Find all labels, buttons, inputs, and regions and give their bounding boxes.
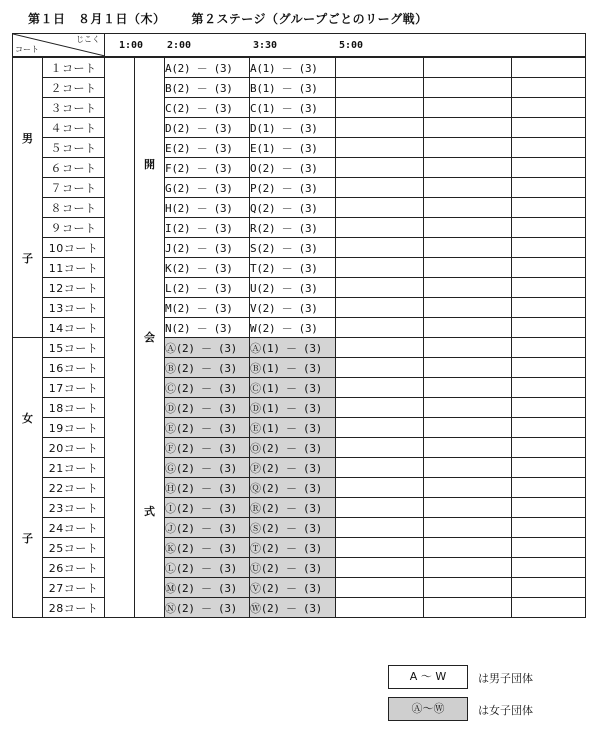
match-cell: O(2) － (3) (250, 158, 336, 178)
empty-cell (512, 318, 586, 338)
empty-cell (336, 138, 424, 158)
table-row (13, 278, 586, 298)
empty-cell (512, 118, 586, 138)
match-cell: C(1) － (3) (250, 98, 336, 118)
empty-cell (424, 478, 512, 498)
ceremony-char: 式 (144, 504, 155, 518)
empty-cell (512, 178, 586, 198)
empty-cell (424, 558, 512, 578)
blank-slot (105, 57, 135, 618)
court-label: 23コート (43, 498, 105, 518)
table-row (13, 438, 586, 458)
empty-cell (424, 178, 512, 198)
table-row (13, 258, 586, 278)
match-cell: Ⓕ(2) － (3) (165, 438, 250, 458)
time-label: 2:00 (167, 40, 192, 51)
empty-cell (424, 458, 512, 478)
match-cell: K(2) － (3) (165, 258, 250, 278)
match-cell: Ⓓ(2) － (3) (165, 398, 250, 418)
court-label: 10コート (43, 238, 105, 258)
empty-cell (424, 598, 512, 618)
empty-cell (336, 198, 424, 218)
empty-cell (336, 258, 424, 278)
empty-cell (336, 458, 424, 478)
court-label: 20コート (43, 438, 105, 458)
table-row (13, 518, 586, 538)
time-label: 3:30 (253, 40, 278, 51)
empty-cell (336, 298, 424, 318)
court-label: 21コート (43, 458, 105, 478)
court-label: 27コート (43, 578, 105, 598)
empty-cell (424, 518, 512, 538)
court-label: 28コート (43, 598, 105, 618)
group-char: 男 (22, 131, 33, 145)
empty-cell (424, 278, 512, 298)
schedule-table (12, 33, 586, 618)
empty-cell (336, 478, 424, 498)
legend-girls-text: は女子団体 (478, 704, 533, 717)
table-row (13, 418, 586, 438)
empty-cell (336, 178, 424, 198)
match-cell: R(2) － (3) (250, 218, 336, 238)
table-row (13, 398, 586, 418)
match-cell: Q(2) － (3) (250, 198, 336, 218)
empty-cell (336, 98, 424, 118)
empty-cell (424, 318, 512, 338)
court-label: 13コート (43, 298, 105, 318)
match-cell: Ⓥ(2) － (3) (250, 578, 336, 598)
empty-cell (512, 338, 586, 358)
match-cell: S(2) － (3) (250, 238, 336, 258)
ceremony-char: 開 (144, 158, 155, 172)
court-label: 16コート (43, 358, 105, 378)
table-row (13, 98, 586, 118)
court-label: 18コート (43, 398, 105, 418)
match-cell: M(2) － (3) (165, 298, 250, 318)
match-cell: Ⓖ(2) － (3) (165, 458, 250, 478)
empty-cell (336, 438, 424, 458)
empty-cell (512, 218, 586, 238)
empty-cell (336, 518, 424, 538)
empty-cell (336, 158, 424, 178)
group-label-boys (13, 57, 43, 338)
empty-cell (424, 338, 512, 358)
match-cell: U(2) － (3) (250, 278, 336, 298)
empty-cell (424, 358, 512, 378)
match-cell: Ⓘ(2) － (3) (165, 498, 250, 518)
empty-cell (512, 158, 586, 178)
empty-cell (424, 258, 512, 278)
table-row (13, 338, 586, 358)
empty-cell (336, 538, 424, 558)
match-cell: Ⓢ(2) － (3) (250, 518, 336, 538)
table-row (13, 298, 586, 318)
empty-cell (512, 258, 586, 278)
table-row (13, 118, 586, 138)
empty-cell (336, 78, 424, 98)
empty-cell (336, 118, 424, 138)
match-cell: F(2) － (3) (165, 158, 250, 178)
time-label: 1:00 (119, 40, 144, 51)
match-cell: Ⓑ(1) － (3) (250, 358, 336, 378)
table-row (13, 138, 586, 158)
empty-cell (336, 57, 424, 78)
table-row (13, 458, 586, 478)
legend-boys-text: は男子団体 (478, 672, 533, 685)
empty-cell (512, 98, 586, 118)
match-cell: W(2) － (3) (250, 318, 336, 338)
empty-cell (424, 158, 512, 178)
empty-cell (424, 298, 512, 318)
table-row (13, 498, 586, 518)
empty-cell (512, 518, 586, 538)
match-cell: Ⓜ(2) － (3) (165, 578, 250, 598)
empty-cell (512, 378, 586, 398)
group-char: 女 (22, 411, 33, 425)
match-cell: Ⓙ(2) － (3) (165, 518, 250, 538)
match-cell: Ⓒ(2) － (3) (165, 378, 250, 398)
empty-cell (512, 598, 586, 618)
empty-cell (424, 418, 512, 438)
empty-cell (424, 238, 512, 258)
empty-cell (424, 198, 512, 218)
match-cell: Ⓓ(1) － (3) (250, 398, 336, 418)
group-char: 子 (22, 251, 33, 265)
empty-cell (424, 398, 512, 418)
match-cell: Ⓔ(1) － (3) (250, 418, 336, 438)
empty-cell (424, 138, 512, 158)
court-label: ７コート (43, 178, 105, 198)
empty-cell (336, 498, 424, 518)
match-cell: D(2) － (3) (165, 118, 250, 138)
ceremony-char: 会 (144, 331, 155, 345)
corner-court-label: コート (15, 45, 39, 54)
match-cell: Ⓣ(2) － (3) (250, 538, 336, 558)
legend-boys-box: A ～ W (388, 665, 468, 689)
title-stage: 第２ステージ（グループごとのリーグ戦） (191, 12, 428, 26)
empty-cell (424, 57, 512, 78)
empty-cell (336, 218, 424, 238)
table-row (13, 218, 586, 238)
court-label: 25コート (43, 538, 105, 558)
match-cell: Ⓐ(1) － (3) (250, 338, 336, 358)
empty-cell (512, 398, 586, 418)
empty-cell (512, 498, 586, 518)
court-label: ６コート (43, 158, 105, 178)
match-cell: T(2) － (3) (250, 258, 336, 278)
match-cell: Ⓡ(2) － (3) (250, 498, 336, 518)
title-date: 第１日 ８月１日（木） (28, 12, 166, 26)
empty-cell (336, 338, 424, 358)
court-label: 19コート (43, 418, 105, 438)
corner-time-label: じこく (76, 35, 100, 44)
match-cell: B(2) － (3) (165, 78, 250, 98)
empty-cell (512, 138, 586, 158)
match-cell: L(2) － (3) (165, 278, 250, 298)
court-label: 22コート (43, 478, 105, 498)
court-label: ３コート (43, 98, 105, 118)
table-row (13, 318, 586, 338)
match-cell: Ⓟ(2) － (3) (250, 458, 336, 478)
match-cell: B(1) － (3) (250, 78, 336, 98)
group-label-girls (13, 338, 43, 618)
match-cell: I(2) － (3) (165, 218, 250, 238)
court-label: 24コート (43, 518, 105, 538)
court-label: 12コート (43, 278, 105, 298)
match-cell: Ⓗ(2) － (3) (165, 478, 250, 498)
match-cell: Ⓝ(2) － (3) (165, 598, 250, 618)
match-cell: P(2) － (3) (250, 178, 336, 198)
match-cell: Ⓠ(2) － (3) (250, 478, 336, 498)
court-label: 17コート (43, 378, 105, 398)
empty-cell (424, 498, 512, 518)
table-row (13, 478, 586, 498)
empty-cell (512, 578, 586, 598)
match-cell: A(1) － (3) (250, 57, 336, 78)
match-cell: H(2) － (3) (165, 198, 250, 218)
match-cell: Ⓚ(2) － (3) (165, 538, 250, 558)
empty-cell (512, 458, 586, 478)
empty-cell (336, 318, 424, 338)
match-cell: E(2) － (3) (165, 138, 250, 158)
empty-cell (512, 198, 586, 218)
match-cell: N(2) － (3) (165, 318, 250, 338)
empty-cell (424, 438, 512, 458)
empty-cell (512, 438, 586, 458)
match-cell: D(1) － (3) (250, 118, 336, 138)
legend-girls-box: Ⓐ～Ⓦ (388, 697, 468, 721)
table-row (13, 198, 586, 218)
table-row (13, 57, 586, 78)
match-cell: Ⓞ(2) － (3) (250, 438, 336, 458)
empty-cell (512, 278, 586, 298)
header-row (13, 34, 586, 58)
empty-cell (424, 578, 512, 598)
match-cell: Ⓤ(2) － (3) (250, 558, 336, 578)
court-label: 14コート (43, 318, 105, 338)
match-cell: C(2) － (3) (165, 98, 250, 118)
empty-cell (336, 278, 424, 298)
court-label: 26コート (43, 558, 105, 578)
match-cell: G(2) － (3) (165, 178, 250, 198)
empty-cell (424, 218, 512, 238)
empty-cell (512, 298, 586, 318)
empty-cell (336, 578, 424, 598)
table-row (13, 238, 586, 258)
match-cell: Ⓦ(2) － (3) (250, 598, 336, 618)
empty-cell (512, 418, 586, 438)
court-label: ９コート (43, 218, 105, 238)
court-label: ５コート (43, 138, 105, 158)
empty-cell (512, 57, 586, 78)
group-char: 子 (22, 531, 33, 545)
table-row (13, 578, 586, 598)
match-cell: Ⓑ(2) － (3) (165, 358, 250, 378)
table-row (13, 158, 586, 178)
empty-cell (512, 78, 586, 98)
opening-ceremony (135, 57, 165, 618)
empty-cell (512, 558, 586, 578)
empty-cell (336, 238, 424, 258)
empty-cell (512, 238, 586, 258)
match-cell: Ⓒ(1) － (3) (250, 378, 336, 398)
match-cell: Ⓐ(2) － (3) (165, 338, 250, 358)
empty-cell (512, 538, 586, 558)
match-cell: Ⓛ(2) － (3) (165, 558, 250, 578)
court-label: 11コート (43, 258, 105, 278)
empty-cell (512, 358, 586, 378)
match-cell: V(2) － (3) (250, 298, 336, 318)
empty-cell (336, 558, 424, 578)
table-row (13, 78, 586, 98)
table-row (13, 558, 586, 578)
court-label: ２コート (43, 78, 105, 98)
empty-cell (424, 378, 512, 398)
time-label: 5:00 (339, 40, 364, 51)
match-cell: Ⓔ(2) － (3) (165, 418, 250, 438)
table-row (13, 178, 586, 198)
header-corner (13, 34, 105, 58)
match-cell: E(1) － (3) (250, 138, 336, 158)
table-row (13, 358, 586, 378)
match-cell: A(2) － (3) (165, 57, 250, 78)
empty-cell (336, 398, 424, 418)
empty-cell (424, 78, 512, 98)
empty-cell (336, 418, 424, 438)
court-label: ８コート (43, 198, 105, 218)
court-label: 15コート (43, 338, 105, 358)
empty-cell (424, 98, 512, 118)
match-cell: J(2) － (3) (165, 238, 250, 258)
empty-cell (424, 538, 512, 558)
table-row (13, 378, 586, 398)
table-row (13, 538, 586, 558)
court-label: １コート (43, 57, 105, 78)
table-row (13, 598, 586, 618)
empty-cell (336, 358, 424, 378)
empty-cell (336, 378, 424, 398)
empty-cell (424, 118, 512, 138)
empty-cell (512, 478, 586, 498)
court-label: ４コート (43, 118, 105, 138)
empty-cell (336, 598, 424, 618)
page-title (28, 10, 428, 27)
header-times (105, 34, 586, 58)
